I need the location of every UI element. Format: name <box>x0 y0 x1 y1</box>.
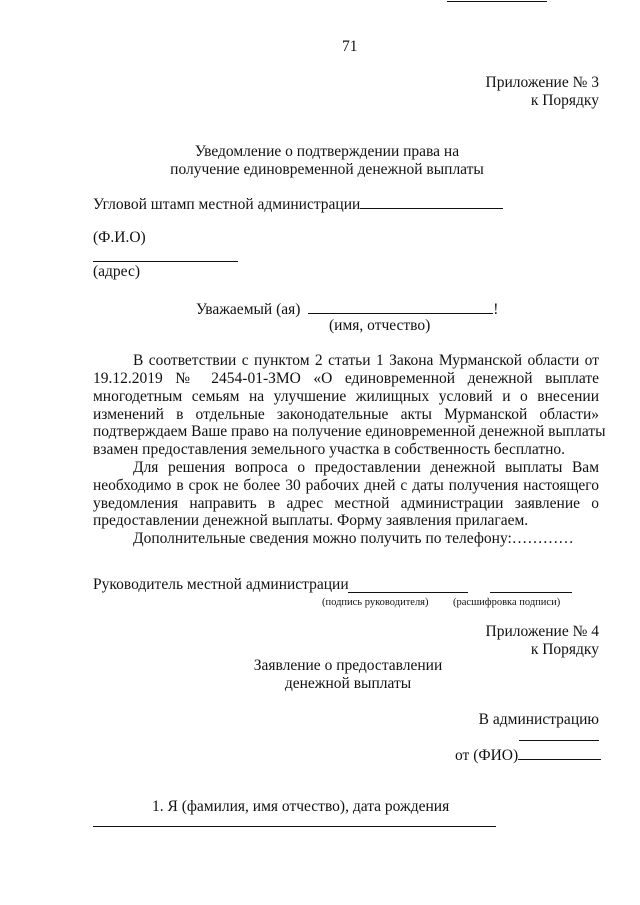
stamp-row <box>93 194 503 214</box>
to-admin-line <box>519 740 599 741</box>
appendix4-line1: Приложение № 4 <box>485 623 599 640</box>
signature-line <box>348 592 468 593</box>
head-label: Руководитель местной администрации <box>93 576 349 593</box>
item1: 1. Я (фамилия, имя отчество), дата рождения <box>152 798 450 815</box>
stamp-label: Угловой штамп местной администрации <box>93 196 361 213</box>
from-row <box>455 745 601 765</box>
appendix4-line2: к Порядку <box>530 641 599 658</box>
paragraph1-line6: взамен предоставления земельного участка в собственность бесплатно. <box>93 441 566 458</box>
paragraph1-line2: 19.12.2019 № 2454-01-ЗМО «О единовременной денежной выплате <box>93 370 599 387</box>
notice-title-line2: получение единовременной денежной выплаты <box>170 161 484 178</box>
page-number: 71 <box>342 38 358 55</box>
greeting-caption: (имя, отчество) <box>329 317 431 334</box>
address-label: (адрес) <box>93 263 140 280</box>
application-title-line1: Заявление о предоставлении <box>253 657 443 674</box>
greeting-row <box>196 299 498 319</box>
paragraph1-line3: многодетным семьям на улучшение жилищных условий и о внесении <box>93 388 599 405</box>
paragraph2-line2: необходимо в срок не более 30 рабочих дней с даты получения настоящего <box>93 477 599 494</box>
top-rule <box>447 1 547 2</box>
paragraph2-line1: Для решения вопроса о предоставлении денежной выплаты Вам <box>133 459 599 476</box>
decoding-line <box>490 592 572 593</box>
fio-line <box>93 261 238 262</box>
from-label: от (ФИО) <box>455 747 519 764</box>
application-title-line2: денежной выплаты <box>284 675 412 692</box>
stamp-blank <box>360 194 503 209</box>
item1-line <box>93 826 496 827</box>
paragraph1-line1: В соответствии с пунктом 2 статьи 1 Закона Мурманской области от <box>133 352 599 369</box>
paragraph1-line4: изменений в отдельные законодательные акты Мурманской области» <box>93 406 599 423</box>
paragraph2-line4: предоставлении денежной выплаты. Форму заявления прилагаем. <box>93 512 529 529</box>
head-row <box>93 576 349 594</box>
greeting-end: ! <box>493 301 499 318</box>
fio-label: (Ф.И.О) <box>93 229 146 246</box>
from-blank <box>518 745 601 760</box>
appendix3-line2: к Порядку <box>530 92 599 109</box>
paragraph2-line3: уведомления направить в адрес местной администрации заявление о <box>93 495 599 512</box>
caption-signature: (подпись руководителя) <box>322 597 429 608</box>
notice-title-line1: Уведомление о подтверждении права на <box>194 143 460 160</box>
paragraph3: Дополнительные сведения можно получить по телефону:………… <box>133 530 574 547</box>
paragraph1-line5: подтверждаем Ваше право на получение единовременной денежной выплаты <box>93 423 606 440</box>
greeting-text: Уважаемый (ая) <box>196 301 301 318</box>
greeting-blank <box>308 299 493 314</box>
to-admin: В администрацию <box>478 711 599 728</box>
appendix3-line1: Приложение № 3 <box>485 74 599 91</box>
caption-decoding: (расшифровка подписи) <box>453 597 561 608</box>
